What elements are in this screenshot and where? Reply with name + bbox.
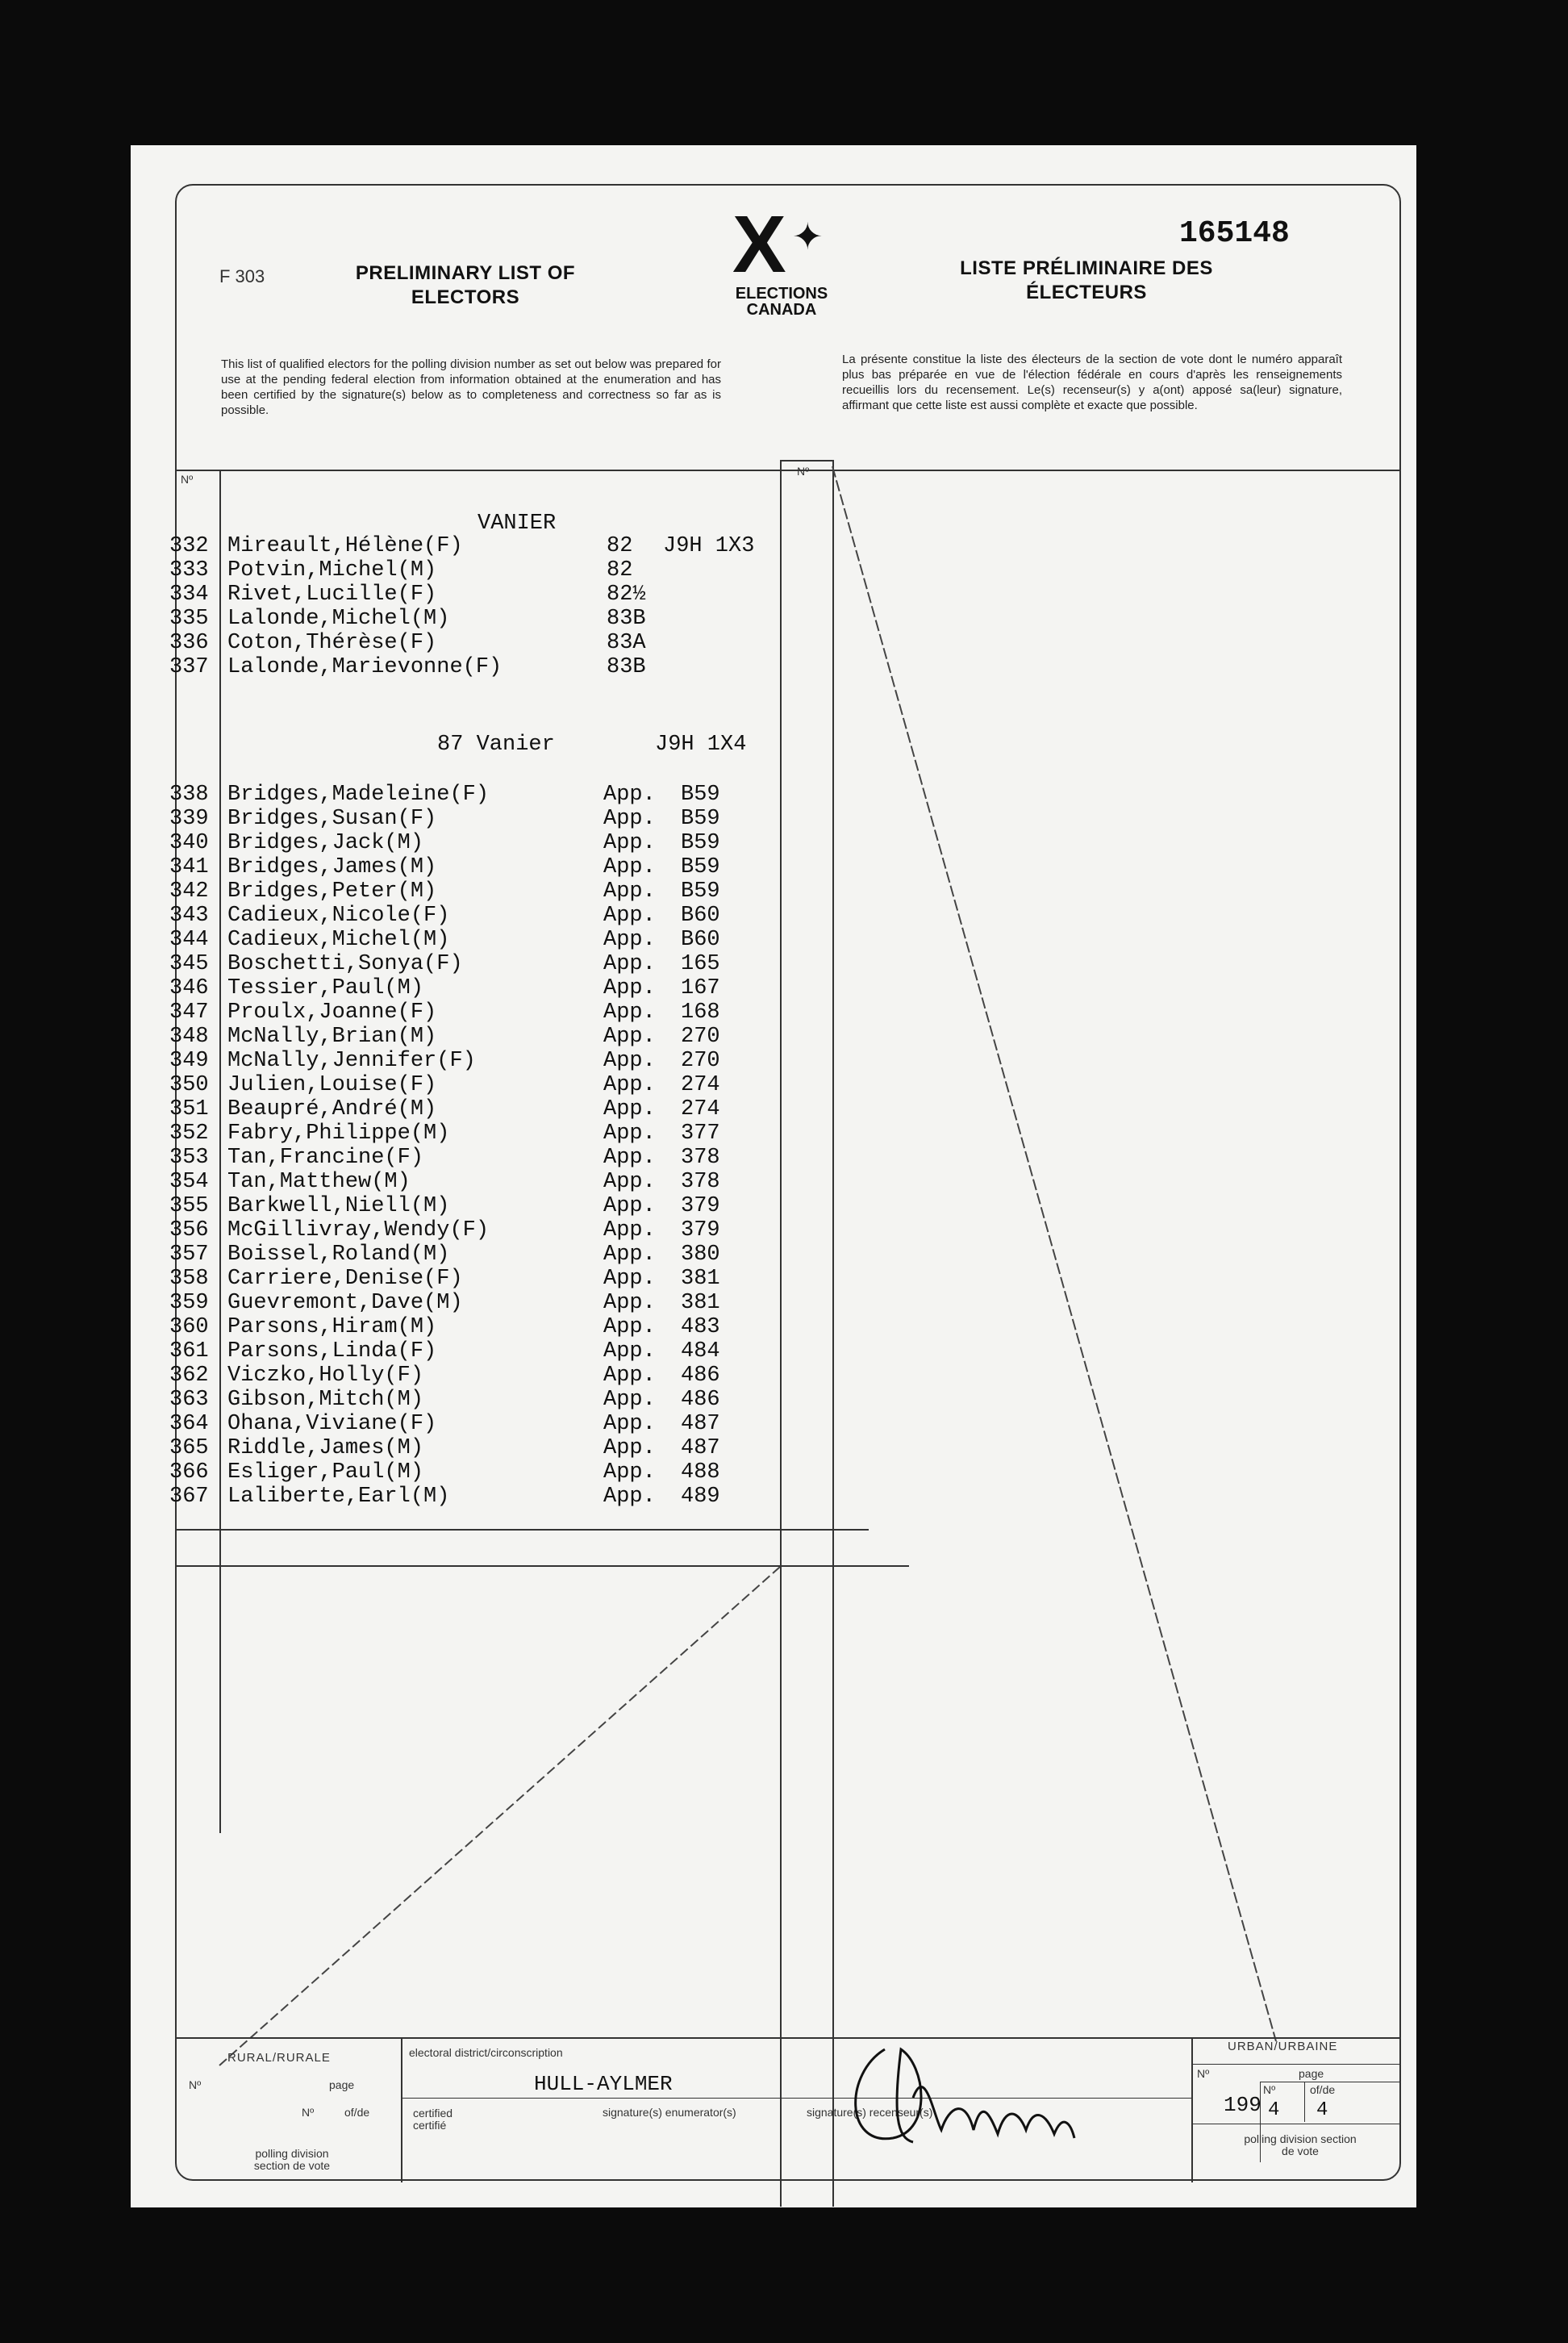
rural-of-label: of/de (344, 2106, 370, 2119)
footer-top-rule (175, 2037, 1401, 2039)
list-item: 355 Barkwell,Niell(M) App. 379 (169, 1194, 720, 1218)
urban-label: URBAN/URBAINE (1228, 2040, 1338, 2053)
signature-label-en: signature(s) enumerator(s) (603, 2106, 736, 2119)
intro-en: This list of qualified electors for the polling division number as set out below was prepared for use at the pending federal election from information obtained at the enumeration and has been certified by the signature(s) below as to completeness and correctness so far as is possible. (221, 357, 721, 417)
district-label: electoral district/circonscription (409, 2046, 563, 2059)
x-mark-icon: X (732, 199, 786, 290)
list-item: 339 Bridges,Susan(F) App. B59 (169, 807, 720, 831)
list-item: 365 Riddle,James(M) App. 487 (169, 1436, 720, 1460)
rural-no-label: Nº (189, 2078, 202, 2091)
list-item: 363 Gibson,Mitch(M) App. 486 (169, 1388, 720, 1412)
list-item: 366 Esliger,Paul(M) App. 488 (169, 1460, 720, 1485)
list-item: 332 Mireault,Hélène(F) 82 J9H 1X3 (169, 534, 755, 558)
rural-page-no-label: Nº (302, 2106, 315, 2119)
list-item: 342 Bridges,Peter(M) App. B59 (169, 879, 720, 904)
list-item: 367 Laliberte,Earl(M) App. 489 (169, 1485, 720, 1509)
polling-division-number: 199 (1224, 2093, 1261, 2117)
rural-label: RURAL/RURALE (227, 2051, 331, 2065)
diagonal-cancel-line-left (219, 1567, 780, 2065)
urban-rule-1 (1193, 2064, 1401, 2065)
form-code: F 303 (219, 266, 265, 286)
page-of-number: 4 (1316, 2099, 1328, 2121)
list-item: 362 Viczko,Holly(F) App. 486 (169, 1364, 720, 1388)
urban-no-label: Nº (1197, 2067, 1210, 2080)
enumerator-signature (836, 2017, 1095, 2162)
list-item: 350 Julien,Louise(F) App. 274 (169, 1073, 720, 1097)
list-item: 348 McNally,Brian(M) App. 270 (169, 1025, 720, 1049)
urban-page-no-label: Nº (1263, 2083, 1276, 2096)
list-item: 352 Fabry,Philippe(M) App. 377 (169, 1121, 720, 1146)
list-item: 358 Carriere,Denise(F) App. 381 (169, 1267, 720, 1291)
list-item: 360 Parsons,Hiram(M) App. 483 (169, 1315, 720, 1339)
list-item: 337 Lalonde,Marievonne(F) 83B (169, 655, 646, 679)
street-heading-vanier: VANIER (477, 512, 557, 536)
form-page (131, 145, 1416, 2207)
page-number: 4 (1268, 2099, 1280, 2121)
list-item: 333 Potvin,Michel(M) 82 (169, 558, 633, 583)
signature-label-fr: signature(s) recenseur(s) (807, 2106, 933, 2119)
list-item: 361 Parsons,Linda(F) App. 484 (169, 1339, 720, 1364)
street-heading-87-vanier: 87 Vanier (437, 733, 555, 757)
diagonal-cancel-line-right (832, 466, 1276, 2041)
rural-polling-division-label: polling division section de vote (253, 2147, 331, 2172)
district-value: HULL-AYLMER (534, 2072, 673, 2096)
list-item: 349 McNally,Jennifer(F) App. 270 (169, 1049, 720, 1073)
list-item: 356 McGillivray,Wendy(F) App. 379 (169, 1218, 720, 1242)
certified-label: certified certifié (413, 2107, 453, 2132)
serial-number: 165148 (1179, 216, 1290, 251)
logo-text: ELECTIONS CANADA (735, 285, 828, 319)
list-item: 354 Tan,Matthew(M) App. 378 (169, 1170, 720, 1194)
list-item: 340 Bridges,Jack(M) App. B59 (169, 831, 720, 855)
list-item: 351 Beaupré,André(M) App. 274 (169, 1097, 720, 1121)
list-item: 359 Guevremont,Dave(M) App. 381 (169, 1291, 720, 1315)
list-item: 345 Boschetti,Sonya(F) App. 165 (169, 952, 720, 976)
list-item: 347 Proulx,Joanne(F) App. 168 (169, 1000, 720, 1025)
list-item: 343 Cadieux,Nicole(F) App. B60 (169, 904, 720, 928)
list-item: 336 Coton,Thérèse(F) 83A (169, 631, 646, 655)
list-item: 346 Tessier,Paul(M) App. 167 (169, 976, 720, 1000)
urban-polling-division-label: polling division section de vote (1244, 2132, 1357, 2157)
col-no-label-left: Nº (181, 473, 194, 486)
intro-fr: La présente constitue la liste des électeurs de la section de vote dont le numéro apparaît plus bas préparée en vue de l'élection fédérale en cours d'après les renseignements recueillis lors du recensement. Le(s) recenseur(s) y a(ont) apposé sa(leur) signature, affirmant que cette liste est aussi complète et exacte que possible. (842, 353, 1342, 412)
list-item: 357 Boissel,Roland(M) App. 380 (169, 1242, 720, 1267)
list-item: 334 Rivet,Lucille(F) 82½ (169, 583, 646, 607)
footer-urban-divider (1191, 2037, 1193, 2182)
footer-rural-divider (401, 2037, 402, 2182)
list-item: 335 Lalonde,Michel(M) 83B (169, 607, 646, 631)
signature-scrawl (836, 2017, 1095, 2162)
maple-leaf-icon: ✦ (792, 215, 824, 257)
urban-of-label: of/de (1310, 2083, 1336, 2096)
title-fr: LISTE PRÉLIMINAIRE DES ÉLECTEURS (960, 257, 1213, 303)
list-item: 338 Bridges,Madeleine(F) App. B59 (169, 783, 720, 807)
list-item: 353 Tan,Francine(F) App. 378 (169, 1146, 720, 1170)
list-item: 344 Cadieux,Michel(M) App. B60 (169, 928, 720, 952)
rural-page-label: page (329, 2078, 355, 2091)
list-item: 364 Ohana,Viviane(F) App. 487 (169, 1412, 720, 1436)
street-postal-code: J9H 1X4 (655, 733, 747, 757)
col-no-label-right: Nº (797, 465, 810, 478)
list-item: 341 Bridges,James(M) App. B59 (169, 855, 720, 879)
urban-page-label: page (1299, 2067, 1324, 2080)
urban-rule-4 (1304, 2082, 1305, 2122)
title-en: PRELIMINARY LIST OF ELECTORS (355, 262, 576, 308)
